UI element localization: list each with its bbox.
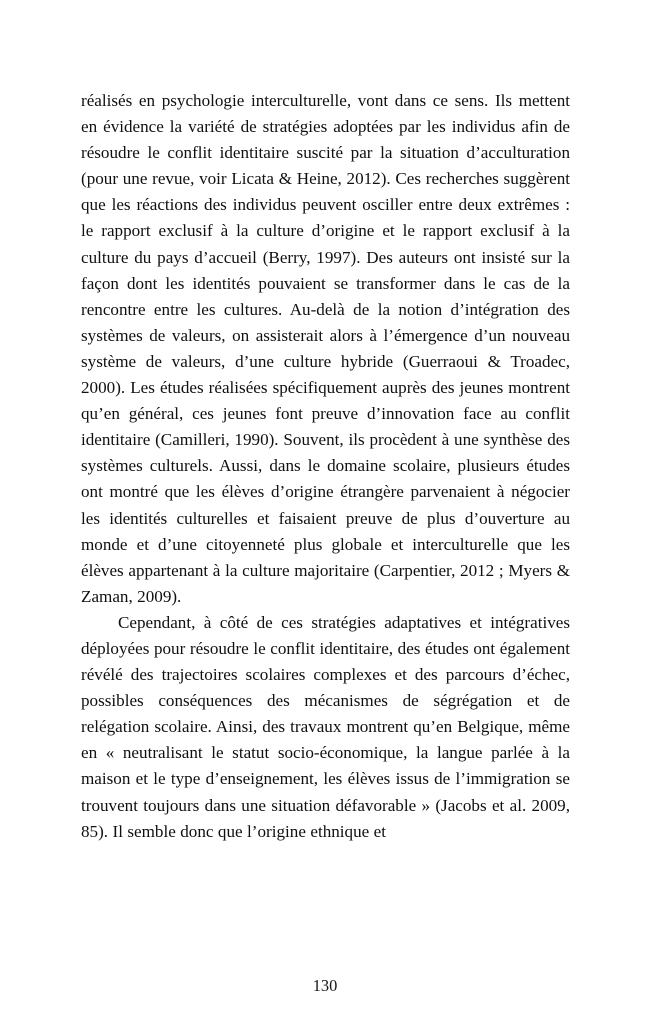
page-number: 130 — [312, 976, 338, 995]
body-text-column — [81, 88, 570, 845]
body-paragraph-2: Cependant, à côté de ces stratégies adaptatives et intégratives déployées pour résoudre le conflit identitaire, des études ont également révélé des trajectoires scolaires complexes et des parcours d’échec, possibles conséquences des mécanismes de ségrégation et de relégation scolaire. Ainsi, des travaux montrent qu’en Belgique, même en « neutralisant le statut socio-économique, la langue parlée à la maison et le type d’enseignement, les élèves issus de l’immigration se trouvent toujours dans une situation défavorable » (Jacobs et al. 2009, 85). Il semble donc que l’origine ethnique et — [81, 612, 570, 841]
body-paragraph-1: réalisés en psychologie interculturelle, vont dans ce sens. Ils mettent en évidence la variété de stratégies adoptées par les individus afin de résoudre le conflit identitaire suscité par la situation d’acculturation (pour une revue, voir Licata & Heine, 2012). Ces recherches suggèrent que les réactions des individus peuvent osciller entre deux extrêmes : le rapport exclusif à la culture d’origine et le rapport exclusif à la culture du pays d’accueil (Berry, 1997). Des auteurs ont insisté sur la façon dont les identités pouvaient se transformer dans le cas de la rencontre entre les cultures. Au-delà de la notion d’intégration des systèmes de valeurs, on assisterait alors à l’émergence d’un nouveau système de valeurs, d’une culture hybride (Guerraoui & Troadec, 2000). Les études réalisées spécifiquement auprès des jeunes montrent qu’en général, ces jeunes font preuve d’innovation face au conflit identitaire (Camilleri, 1990). Souvent, ils procèdent à une synthèse des systèmes culturels. Aussi, dans le domaine scolaire, plusieurs études ont montré que les élèves d’origine étrangère parvenaient à négocier les identités culturelles et faisaient preuve de plus d’ouverture au monde et d’une citoyenneté plus globale et interculturelle que les élèves appartenant à la culture majoritaire (Carpentier, 2012 ; Myers & Zaman, 2009). — [81, 91, 570, 606]
